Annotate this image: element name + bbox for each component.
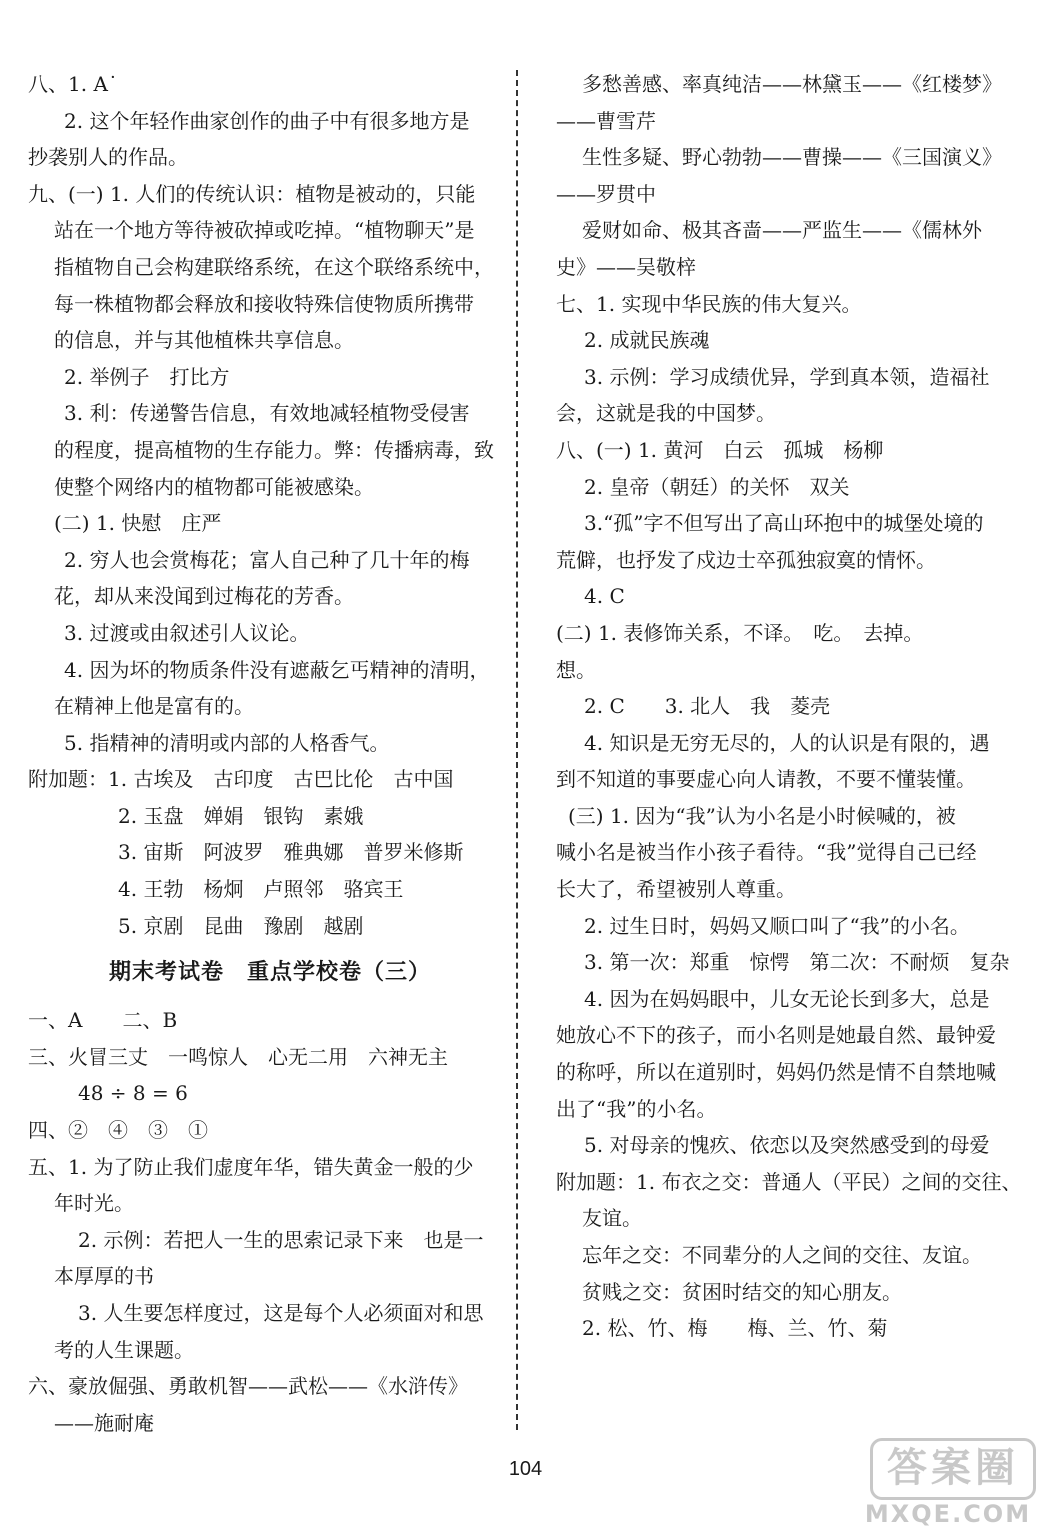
answer-line: 每一株植物都会释放和接收特殊信使物质所携带 [54, 291, 474, 316]
answer-line: 5. 指精神的清明或内部的人格香气。 [64, 730, 390, 755]
answer-line: 到不知道的事要虚心向人请教，不要不懂装懂。 [556, 767, 976, 792]
watermark-logo-text: 答案圈 [870, 1438, 1036, 1500]
answer-line: 抄袭别人的作品。 [28, 145, 188, 170]
answer-line: 喊小名是被当作小孩子看待。“我”觉得自己已经 [556, 840, 977, 865]
answer-line: ——曹雪芹 [556, 108, 656, 133]
answer-line: 在精神上他是富有的。 [54, 694, 254, 719]
answer-line: 站在一个地方等待被砍掉或吃掉。“植物聊天”是 [54, 218, 475, 243]
answer-line: 3. 人生要怎样度过，这是每个人必须面对和思 [78, 1301, 484, 1325]
answer-line: 贫贱之交：贫困时结交的知心朋友。 [582, 1279, 902, 1304]
answer-line: 本厚厚的书 [54, 1264, 154, 1289]
answer-line: 荒僻，也抒发了戍边士卒孤独寂寞的情怀。 [556, 547, 936, 572]
answer-line: 友谊。 [582, 1206, 642, 1231]
answer-line: 2. 示例：若把人一生的思索记录下来 也是一 [78, 1227, 484, 1252]
answer-line: 附加题：1. 古埃及 古印度 古巴比伦 古中国 [28, 767, 454, 792]
answer-line: 2. 松、竹、梅 梅、兰、竹、菊 [582, 1316, 888, 1341]
answer-line: 考的人生课题。 [54, 1337, 194, 1362]
answer-line: (二) 1. 表修饰关系，不译。 吃。 去掉。 [556, 620, 924, 645]
answer-line: 的程度，提高植物的生存能力。弊：传播病毒，致 [54, 437, 494, 462]
answer-line: 多愁善感、率真纯洁——林黛玉——《红楼梦》 [582, 72, 1002, 96]
answer-line: 3.“孤”字不但写出了高山环抱中的城堡处境的 [584, 511, 984, 536]
answer-line: 五、1. 为了防止我们虚度年华，错失黄金一般的少 [28, 1154, 474, 1179]
answer-line: 八、1. A˙ [28, 72, 118, 96]
answer-line: 3. 第一次：郑重 惊愕 第二次：不耐烦 复杂 [584, 950, 1010, 975]
answer-line: 长大了，希望被别人尊重。 [556, 877, 796, 902]
answer-line: 想。 [556, 657, 596, 682]
answer-line: 4. 因为在妈妈眼中，儿女无论长到多大，总是 [584, 986, 990, 1011]
answer-line: 史》——吴敬梓 [556, 254, 696, 279]
watermark-logo [858, 1438, 1038, 1528]
answer-line: 4. C [584, 584, 625, 609]
answer-line: 七、1. 实现中华民族的伟大复兴。 [556, 291, 862, 316]
page-number: 104 [508, 1458, 543, 1480]
watermark-url: MXQE.COM [864, 1500, 1032, 1528]
answer-line: 2. 过生日时，妈妈又顺口叫了“我”的小名。 [584, 913, 970, 938]
answer-line: 4. 因为坏的物质条件没有遮蔽乞丐精神的清明， [64, 657, 490, 682]
answer-line: 的信息，并与其他植株共享信息。 [54, 328, 354, 353]
answer-line: 2. 这个年轻作曲家创作的曲子中有很多地方是 [64, 108, 470, 133]
answer-line: 的称呼，所以在道别时，妈妈仍然是情不自禁地喊 [556, 1060, 996, 1085]
answer-line: 九、(一) 1. 人们的传统认识：植物是被动的，只能 [28, 181, 476, 206]
answer-line: 爱财如命、极其吝啬——严监生——《儒林外 [582, 218, 982, 243]
answer-line: 八、(一) 1. 黄河 白云 孤城 杨柳 [556, 437, 884, 462]
left-column [28, 66, 512, 1441]
answer-line: 生性多疑、野心勃勃——曹操——《三国演义》 [582, 145, 1002, 170]
answer-line: 5. 京剧 昆曲 豫剧 越剧 [118, 913, 364, 938]
answer-line: 2. 穷人也会赏梅花；富人自己种了几十年的梅 [64, 547, 470, 572]
answer-line: ——施耐庵 [54, 1410, 154, 1435]
left-answers-part-1 [28, 66, 512, 944]
answer-line: 5. 对母亲的愧疚、依恋以及突然感受到的母爱 [584, 1133, 990, 1158]
answer-line: 忘年之交：不同辈分的人之间的交往、友谊。 [582, 1243, 982, 1267]
answer-line: 花，却从来没闻到过梅花的芳香。 [54, 584, 354, 609]
answer-line: ——罗贯中 [556, 181, 656, 206]
answer-line: 4. 知识是无穷无尽的，人的认识是有限的，遇 [584, 730, 990, 755]
answer-line: 2. 举例子 打比方 [64, 364, 230, 389]
answer-line: 3. 宙斯 阿波罗 雅典娜 普罗米修斯 [118, 840, 464, 865]
answer-line: 指植物自己会构建联络系统，在这个联络系统中， [54, 254, 494, 279]
answer-line: 2. 皇帝（朝廷）的关怀 双关 [584, 474, 850, 499]
answer-line: 六、豪放倔强、勇敢机智——武松——《水浒传》 [28, 1374, 468, 1399]
answer-line: 附加题：1. 布衣之交：普通人（平民）之间的交往、 [556, 1169, 1022, 1194]
answer-line: 年时光。 [54, 1191, 134, 1216]
left-answers-part-2 [28, 1002, 512, 1441]
right-answers [556, 66, 1034, 1347]
right-column [556, 66, 1034, 1347]
answer-line: 3. 利：传递警告信息，有效地减轻植物受侵害 [64, 401, 470, 426]
answer-line: 2. C 3. 北人 我 菱壳 [584, 694, 831, 719]
answer-line: 2. 成就民族魂 [584, 328, 710, 353]
answer-line: 4. 王勃 杨炯 卢照邻 骆宾王 [118, 877, 404, 902]
answer-line: 出了“我”的小名。 [556, 1096, 717, 1121]
column-divider [516, 70, 518, 1430]
section-title: 期末考试卷 重点学校卷（三） [108, 960, 431, 986]
answer-line: (二) 1. 快慰 庄严 [54, 511, 222, 536]
answer-line: 3. 过渡或由叙述引人议论。 [64, 620, 310, 645]
answer-line: 一、A 二、B [28, 1008, 178, 1033]
answer-line: 48 ÷ 8 = 6 [78, 1081, 188, 1106]
answer-line: 她放心不下的孩子，而小名则是她最自然、最钟爱 [556, 1023, 996, 1048]
answer-line: 三、火冒三丈 一鸣惊人 心无二用 六神无主 [28, 1044, 448, 1069]
answer-line: (三) 1. 因为“我”认为小名是小时候喊的，被 [568, 803, 956, 828]
answer-line: 使整个网络内的植物都可能被感染。 [54, 474, 374, 499]
answer-line: 会，这就是我的中国梦。 [556, 401, 776, 426]
answer-line: 2. 玉盘 婵娟 银钩 素娥 [118, 803, 364, 828]
answer-line: 3. 示例：学习成绩优异，学到真本领，造福社 [584, 364, 990, 389]
answer-line: 四、② ④ ③ ① [28, 1118, 208, 1143]
